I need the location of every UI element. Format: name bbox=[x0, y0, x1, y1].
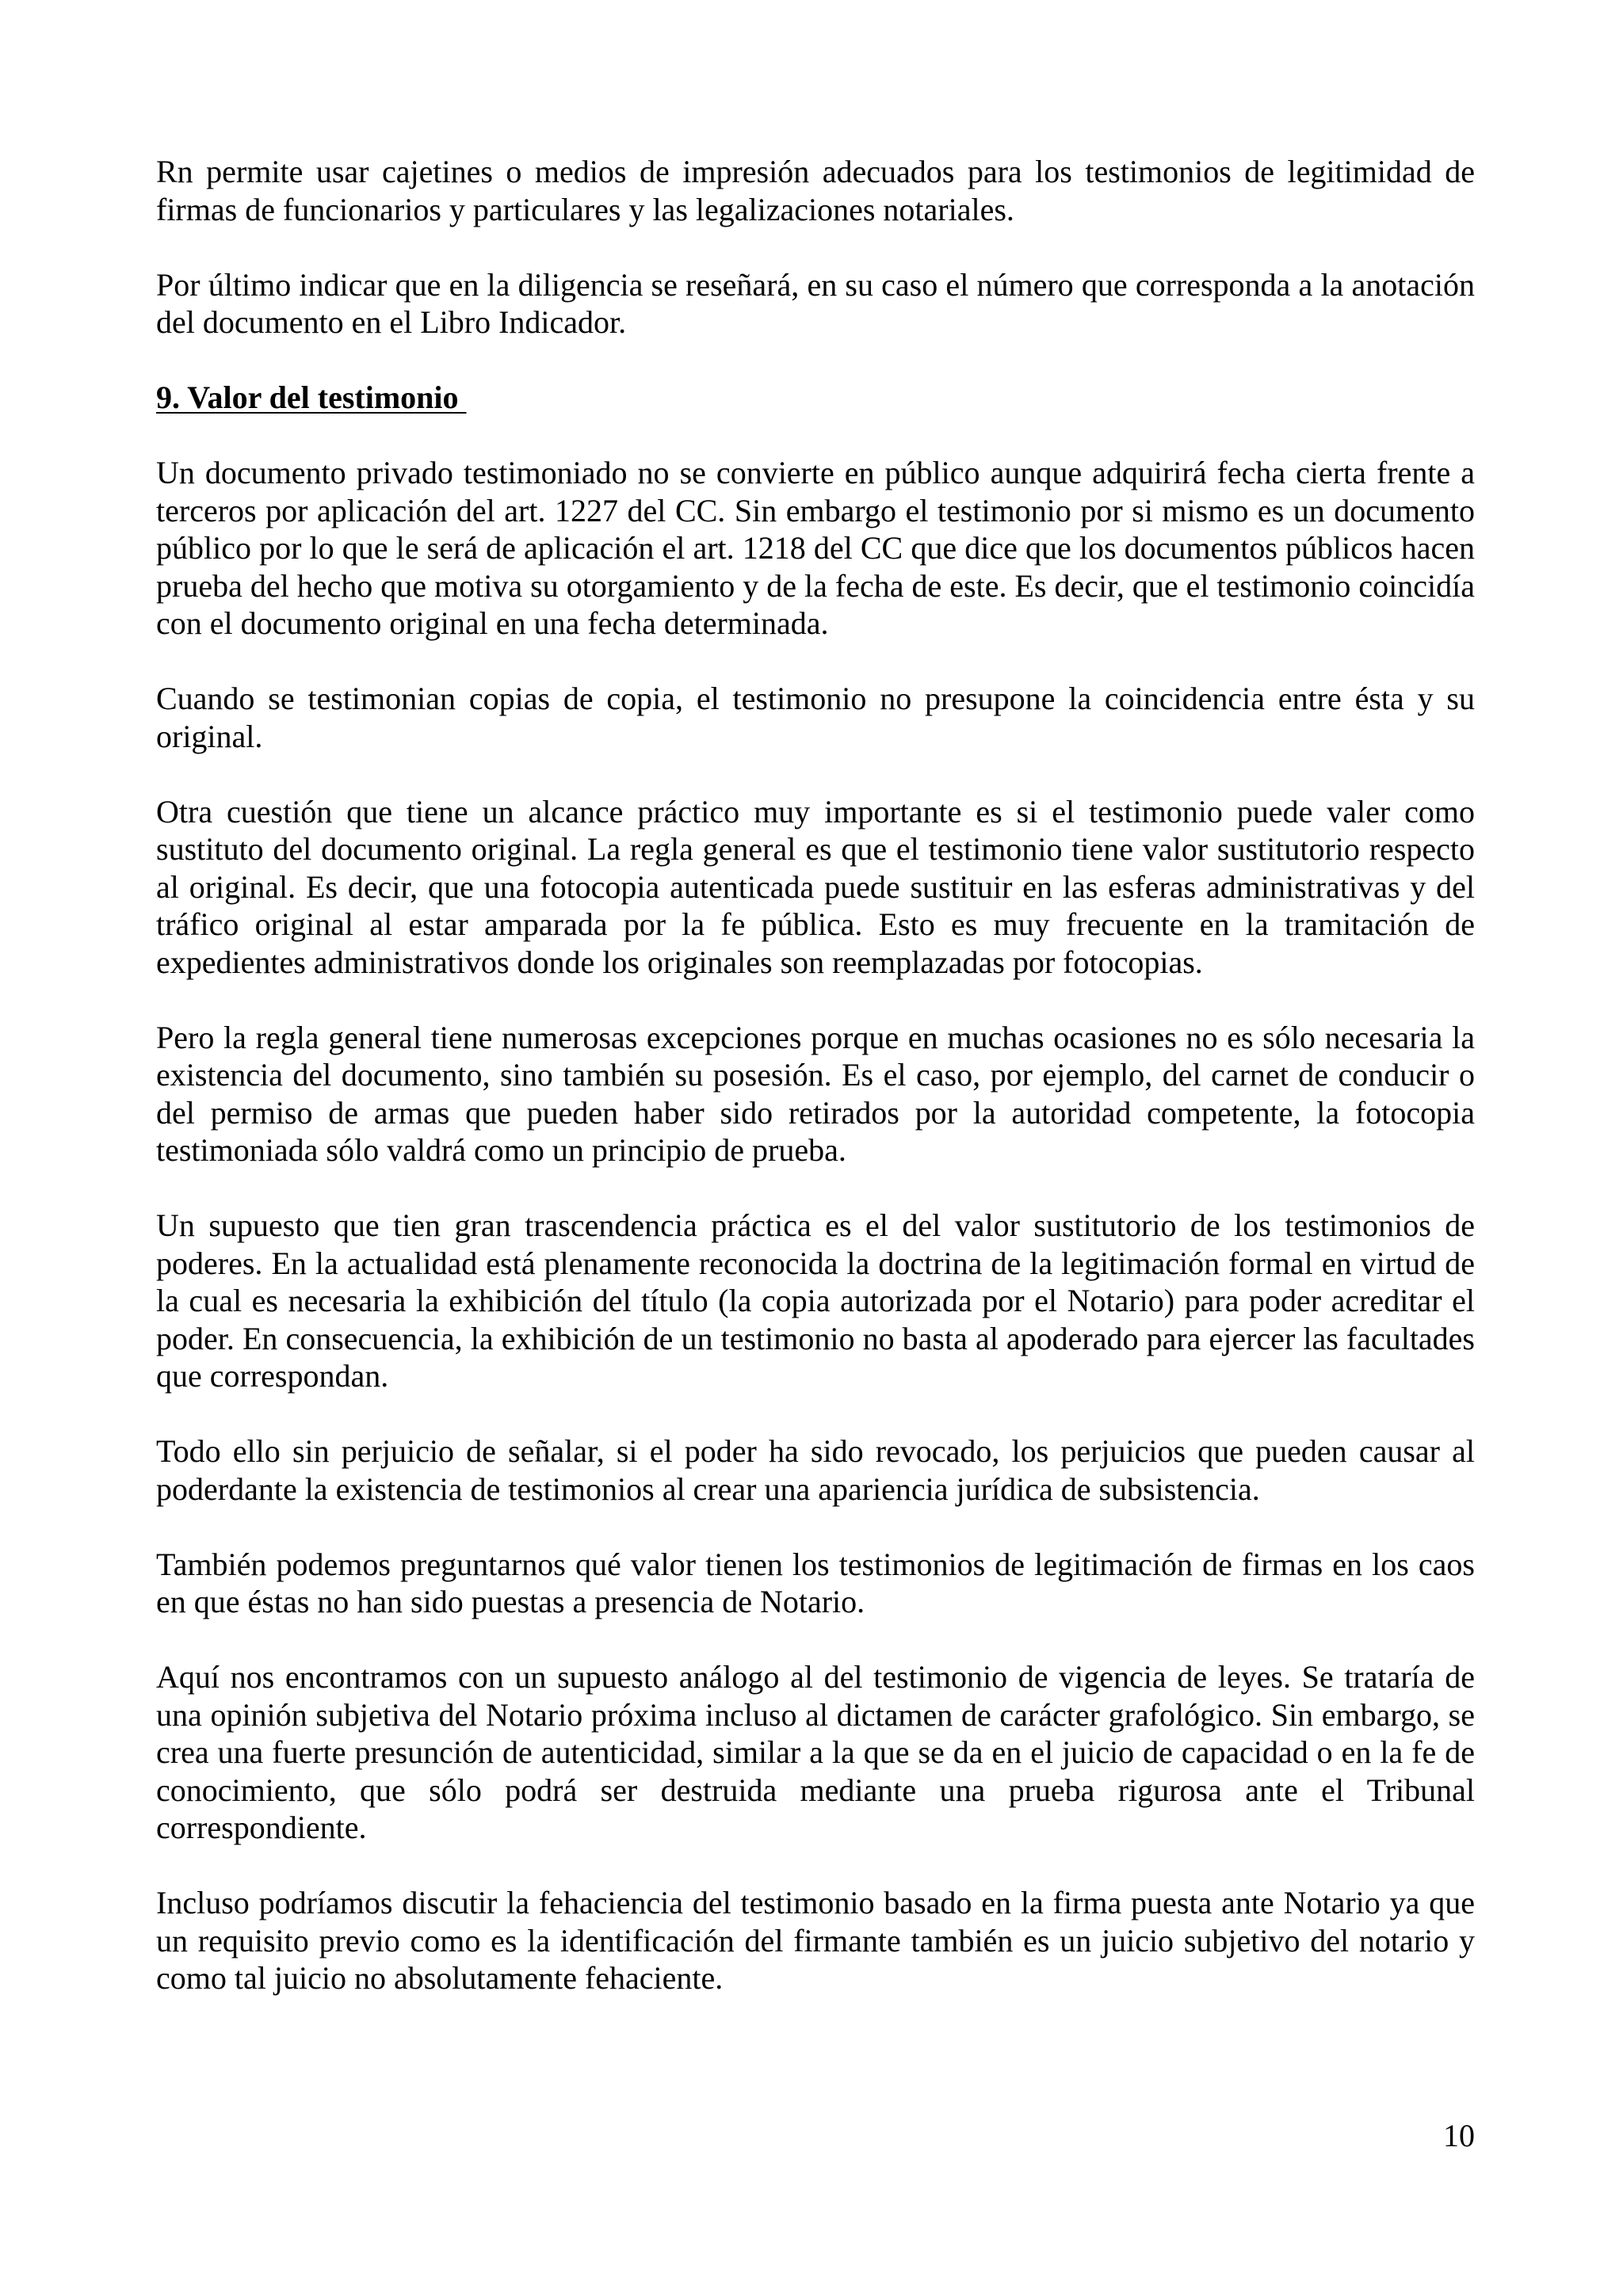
paragraph-documento-privado: Un documento privado testimoniado no se convierte en público aunque adquirirá fecha cierta frente a terceros por aplicación del art. 1227 del CC. Sin embargo el testimonio por si mismo es un documento público por lo que le será de aplicación el art. 1218 del CC que dice que los documentos públicos hacen prueba del hecho que motiva su otorgamiento y de la fecha de este. Es decir, que el testimonio coincidía con el documento original en una fecha determinada. bbox=[156, 455, 1475, 641]
paragraph-supuesto-analogo: Aquí nos encontramos con un supuesto análogo al del testimonio de vigencia de leyes. Se trataría de una opinión subjetiva del Notario próxima incluso al dictamen de carácter grafológico. Sin embargo, se crea una fuerte presunción de autenticidad, similar a la que se da en el juicio de capacidad o en la fe de conocimiento, que sólo podrá ser destruida mediante una prueba rigurosa ante el Tribunal correspondiente. bbox=[156, 1659, 1475, 1845]
paragraph-fehaciencia: Incluso podríamos discutir la fehaciencia del testimonio basado en la firma puesta ante Notario ya que un requisito previo como es la identificación del firmante también es un juicio subjetivo del notario y como tal juicio no absolutamente fehaciente. bbox=[156, 1885, 1475, 1996]
paragraph-libro-indicador: Por último indicar que en la diligencia se reseñará, en su caso el número que corresponda a la anotación del documento en el Libro Indicador. bbox=[156, 266, 1475, 340]
document-body bbox=[156, 153, 1475, 2035]
section-heading: 9. Valor del testimonio bbox=[156, 379, 467, 415]
page-number: 10 bbox=[1443, 2118, 1475, 2153]
paragraph-legitimacion-firmas: También podemos preguntarnos qué valor tienen los testimonios de legitimación de firmas en los caos en que éstas no han sido puestas a presencia de Notario. bbox=[156, 1546, 1475, 1619]
paragraph-impresion: Rn permite usar cajetines o medios de impresión adecuados para los testimonios de legitimidad de firmas de funcionarios y particulares y las legalizaciones notariales. bbox=[156, 154, 1475, 227]
paragraph-copias-de-copia: Cuando se testimonian copias de copia, el testimonio no presupone la coincidencia entre ésta y su original. bbox=[156, 681, 1475, 754]
paragraph-excepciones: Pero la regla general tiene numerosas excepciones porque en muchas ocasiones no es sólo necesaria la existencia del documento, sino también su posesión. Es el caso, por ejemplo, del carnet de conducir o del permiso de armas que pueden haber sido retirados por la autoridad competente, la fotocopia testimoniada sólo valdrá como un principio de prueba. bbox=[156, 1019, 1475, 1168]
paragraph-poderes: Un supuesto que tien gran trascendencia práctica es el del valor sustitutorio de los testimonios de poderes. En la actualidad está plenamente reconocida la doctrina de la legitimación formal en virtud de la cual es necesaria la exhibición del título (la copia autorizada por el Notario) para poder acreditar el poder. En consecuencia, la exhibición de un testimonio no basta al apoderado para ejercer las facultades que correspondan. bbox=[156, 1207, 1475, 1394]
paragraph-valor-sustitutorio: Otra cuestión que tiene un alcance práctico muy importante es si el testimonio puede valer como sustituto del documento original. La regla general es que el testimonio tiene valor sustitutorio respecto al original. Es decir, que una fotocopia autenticada puede sustituir en las esferas administrativas y del tráfico original al estar amparada por la fe pública. Esto es muy frecuente en la tramitación de expedientes administrativos donde los originales son reemplazadas por fotocopias. bbox=[156, 793, 1475, 980]
paragraph-revocacion: Todo ello sin perjuicio de señalar, si el poder ha sido revocado, los perjuicios que pueden causar al poderdante la existencia de testimonios al crear una apariencia jurídica de subsistencia. bbox=[156, 1433, 1475, 1507]
